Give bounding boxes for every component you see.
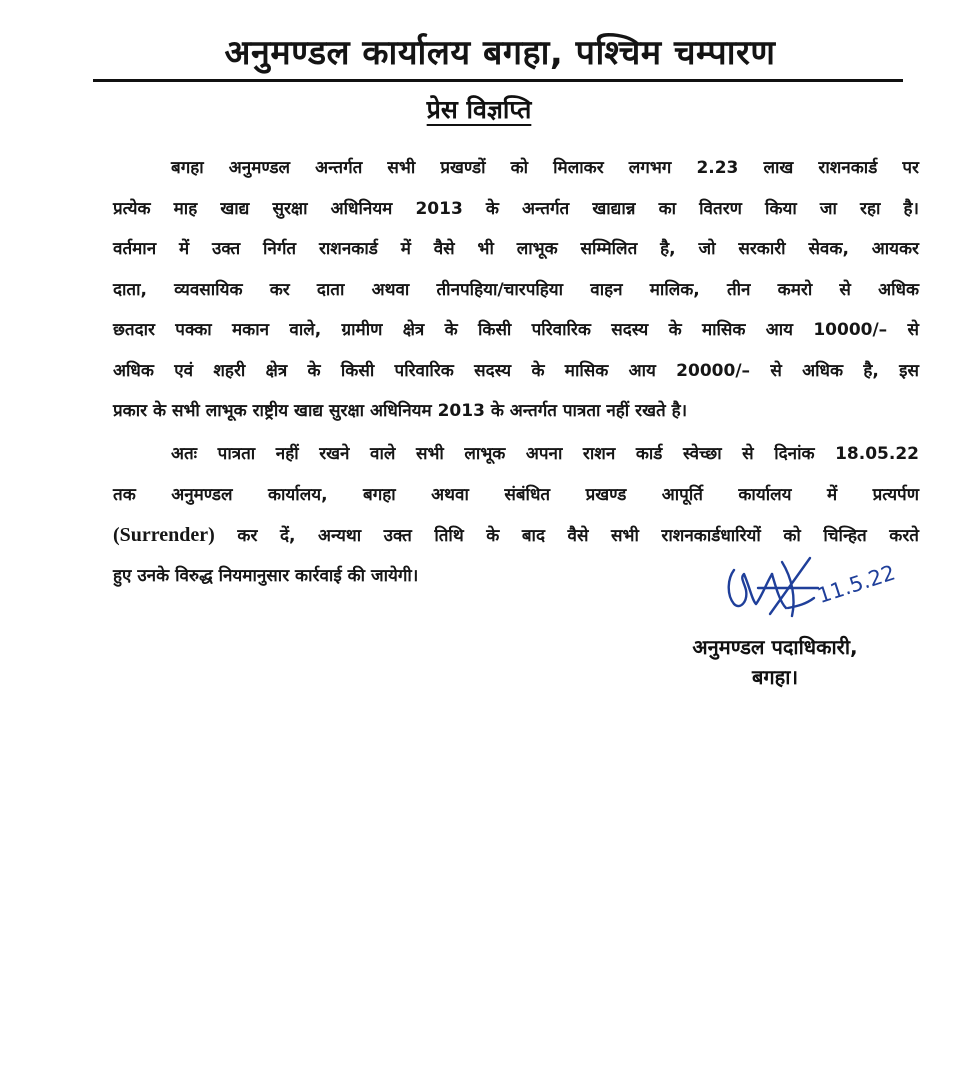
paragraph-line: अधिक एवं शहरी क्षेत्र के किसी परिवारिक सदस्य के मासिक आय 20000/– से अधिक है, इस — [113, 360, 919, 381]
signatory-place: बगहा। — [751, 665, 799, 689]
paragraph-eligibility — [113, 148, 919, 432]
paragraph-line: छतदार पक्का मकान वाले, ग्रामीण क्षेत्र के किसी परिवारिक सदस्य के मासिक आय 10000/– से — [113, 320, 919, 340]
surrender-term: (Surrender) — [113, 524, 215, 546]
handwritten-signature — [722, 548, 900, 623]
signatory-designation: अनुमण्डल पदाधिकारी, — [692, 635, 858, 659]
paragraph-line: प्रत्येक माह खाद्य सुरक्षा अधिनियम 2013 के अन्तर्गत खाद्यान्न का वितरण किया जा रहा है। — [113, 198, 919, 219]
press-release-heading — [0, 92, 958, 126]
signature-date: 11.5.22 — [814, 560, 899, 608]
paragraph-line: बगहा अनुमण्डल अन्तर्गत सभी प्रखण्डों को मिलाकर लगभग 2.23 लाख राशनकार्ड पर — [171, 158, 919, 178]
paragraph-line: तक अनुमण्डल कार्यालय, बगहा अथवा संबंधित प्रखण्ड आपूर्ति कार्यालय में प्रत्यर्पण — [113, 484, 919, 505]
paragraph-line: वर्तमान में उक्त निर्गत राशनकार्ड में वैसे भी लाभूक सम्मिलित है, जो सरकारी सेवक, आयकर — [113, 239, 919, 259]
paragraph-line: अतः पात्रता नहीं रखने वाले सभी लाभूक अपना राशन कार्ड स्वेच्छा से दिनांक 18.05.22 — [171, 444, 919, 464]
paragraph-line: दाता, व्यवसायिक कर दाता अथवा तीनपहिया/चारपहिया वाहन मालिक, तीन कमरो से अधिक — [113, 279, 919, 300]
title-divider — [93, 79, 903, 82]
paragraph-line: हुए उनके विरुद्ध नियमानुसार कार्रवाई की जायेगी। — [113, 565, 419, 586]
office-title: अनुमण्डल कार्यालय बगहा, पश्चिम चम्पारण — [224, 33, 776, 73]
signatory-block — [640, 632, 910, 692]
paragraph-line-rest: कर दें, अन्यथा उक्त तिथि के बाद वैसे सभी राशनकार्डधारियों को चिन्हित करते — [214, 526, 919, 546]
press-release-heading-text: प्रेस विज्ञप्ति — [426, 95, 532, 124]
paragraph-line: प्रकार के सभी लाभूक राष्ट्रीय खाद्य सुरक्षा अधिनियम 2013 के अन्तर्गत पात्रता नहीं रखते है। — [113, 401, 688, 421]
